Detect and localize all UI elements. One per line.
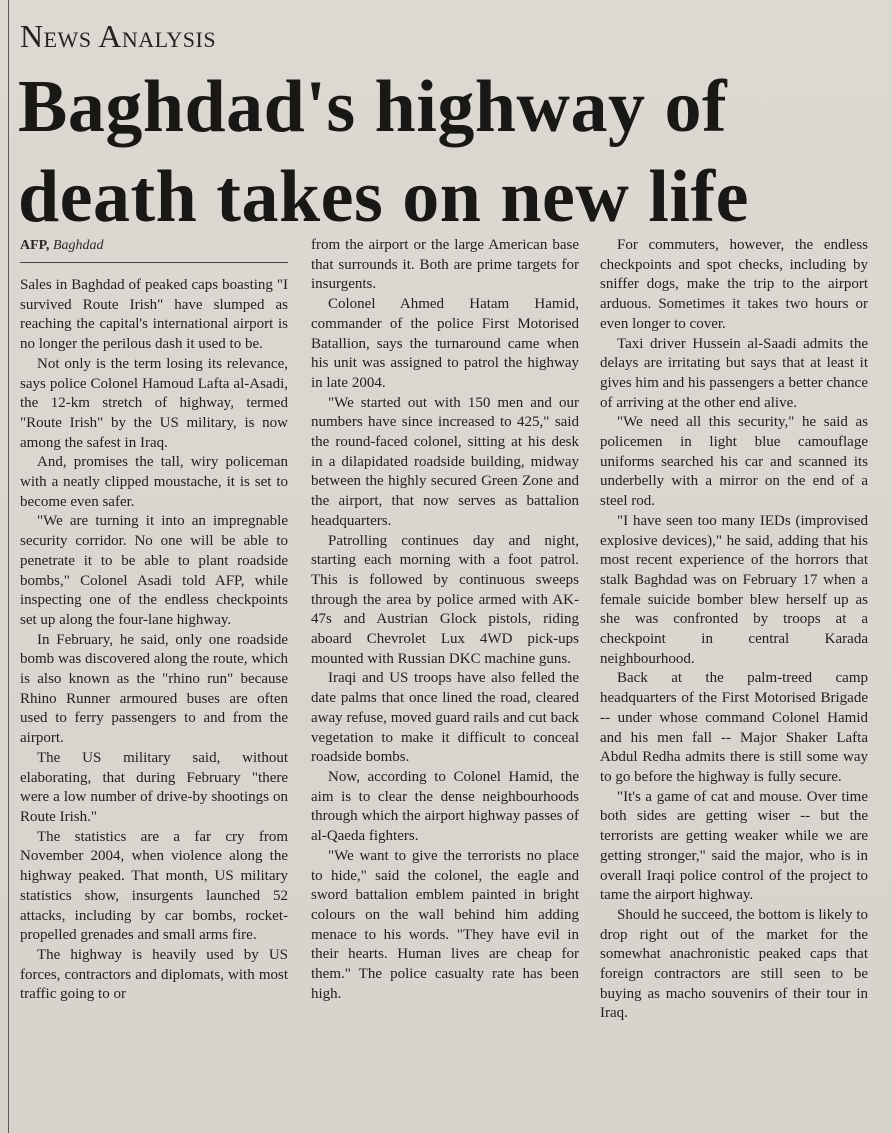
byline-location: Baghdad xyxy=(52,238,104,253)
paragraph: Should he succeed, the bottom is likely to drop right out of the market for the somewhat anachronistic peaked caps that foreign contractors are still seen to be buying as macho souvenirs of their tour in Iraq. xyxy=(600,906,868,1022)
paragraph: "We want to give the terrorists no place to hide," said the colonel, the eagle and sword battalion emblem painted in bright colours on the wall behind him adding menace to his words. "They have evil in their hearts. Human lives are cheap for them." The police casualty rate has been high. xyxy=(311,847,579,1002)
paragraph: The US military said, without elaborating, that during February "there were a low number of drive-by shootings on Route Irish." xyxy=(20,749,288,825)
paragraph: Now, according to Colonel Hamid, the aim is to clear the dense neighbourhoods through which the airport highway passes of al-Qaeda fighters. xyxy=(311,768,579,845)
article-column-1 xyxy=(20,276,288,1005)
byline-source: AFP, xyxy=(20,238,50,253)
article-column-3 xyxy=(600,236,868,1024)
paragraph: And, promises the tall, wiry policeman with a neatly clipped moustache, it is set to become even safer. xyxy=(20,454,288,510)
paragraph: Iraqi and US troops have also felled the date palms that once lined the road, cleared away refuse, moved guard rails and cut back vegetation to make it difficult to conceal roadside bombs. xyxy=(311,670,579,766)
paragraph: "We are turning it into an impregnable security corridor. No one will be able to penetrate it to be able to plant roadside bombs," Colonel Asadi told AFP, while inspecting one of the endless checkpoints set up along the four-lane highway. xyxy=(20,513,288,628)
paragraph: "It's a game of cat and mouse. Over time both sides are getting wiser -- but the terrorists are getting weaker while we are getting stronger," said the major, who is in overall Iraqi police control of the project to tame the airport highway. xyxy=(600,788,868,904)
paragraph: from the airport or the large American base that surrounds it. Both are prime targets for insurgents. xyxy=(311,237,579,293)
paragraph: The statistics are a far cry from November 2004, when violence along the highway peaked. That month, US military statistics show, insurgents launched 52 attacks, including by car bombs, rocket-propelled grenades and small arms fire. xyxy=(20,828,288,944)
paragraph: "We started out with 150 men and our numbers have since increased to 425," said the round-faced colonel, sitting at his desk in a dilapidated roadside building, midway between the highly secured Green Zone and the airport, that now serves as battalion headquarters. xyxy=(311,394,579,529)
paragraph: Patrolling continues day and night, starting each morning with a foot patrol. This is followed by continuous sweeps through the area by police armed with AK-47s and Austrian Glock pistols, riding aboard Chevrolet Lux 4WD pick-ups mounted with Russian DKC machine guns. xyxy=(311,532,579,667)
headline: Baghdad's highway of death takes on new life xyxy=(18,66,749,238)
paragraph: For commuters, however, the endless checkpoints and spot checks, including by sniffer dogs, make the trip to the airport arduous. Sometimes it takes two hours or even longer to cover. xyxy=(600,237,868,332)
column-rule xyxy=(8,0,9,1133)
article-column-2 xyxy=(311,236,579,1004)
paragraph: Taxi driver Hussein al-Saadi admits the delays are irritating but says that at least it gives him and his passengers a better chance of arriving at the other end alive. xyxy=(600,335,868,411)
paragraph: Back at the palm-treed camp headquarters of the First Motorised Brigade -- under whose command Colonel Hamid and his men fall -- Major Shaker Lafta Abdul Redha admits there is still some way to go before the highway is fully secure. xyxy=(600,670,868,785)
paragraph: Sales in Baghdad of peaked caps boasting "I survived Route Irish" have slumped as reaching the capital's international airport is no longer the perilous dash it used to be. xyxy=(20,277,288,353)
paragraph: The highway is heavily used by US forces, contractors and diplomats, with most traffic going to or xyxy=(20,946,288,1003)
byline xyxy=(20,238,104,254)
paragraph: In February, he said, only one roadside bomb was discovered along the route, which is also known as the "rhino run" because Rhino Runner armoured buses are often used to ferry passengers to and from the airport. xyxy=(20,631,288,747)
paragraph: Colonel Ahmed Hatam Hamid, commander of the police First Motorised Batallion, says the turnaround came when his unit was assigned to patrol the highway in late 2004. xyxy=(311,296,579,391)
byline-divider xyxy=(20,262,288,263)
paragraph: Not only is the term losing its relevance, says police Colonel Hamoud Lafta al-Asadi, the 12-km stretch of highway, termed "Route Irish" by the US military, is now among the safest in Iraq. xyxy=(20,355,288,451)
section-kicker: News Analysis xyxy=(20,18,217,54)
paragraph: "I have seen too many IEDs (improvised explosive devices)," he said, adding that his most recent experience of the horrors that stalk Baghdad was on February 17 when a female suicide bomber blew herself up as she was confronted by troops at a checkpoint in central Karada neighbourhood. xyxy=(600,512,868,667)
paragraph: "We need all this security," he said as policemen in light blue camouflage uniforms searched his car and scanned its underbelly with a mirror on the end of a steel rod. xyxy=(600,414,868,510)
